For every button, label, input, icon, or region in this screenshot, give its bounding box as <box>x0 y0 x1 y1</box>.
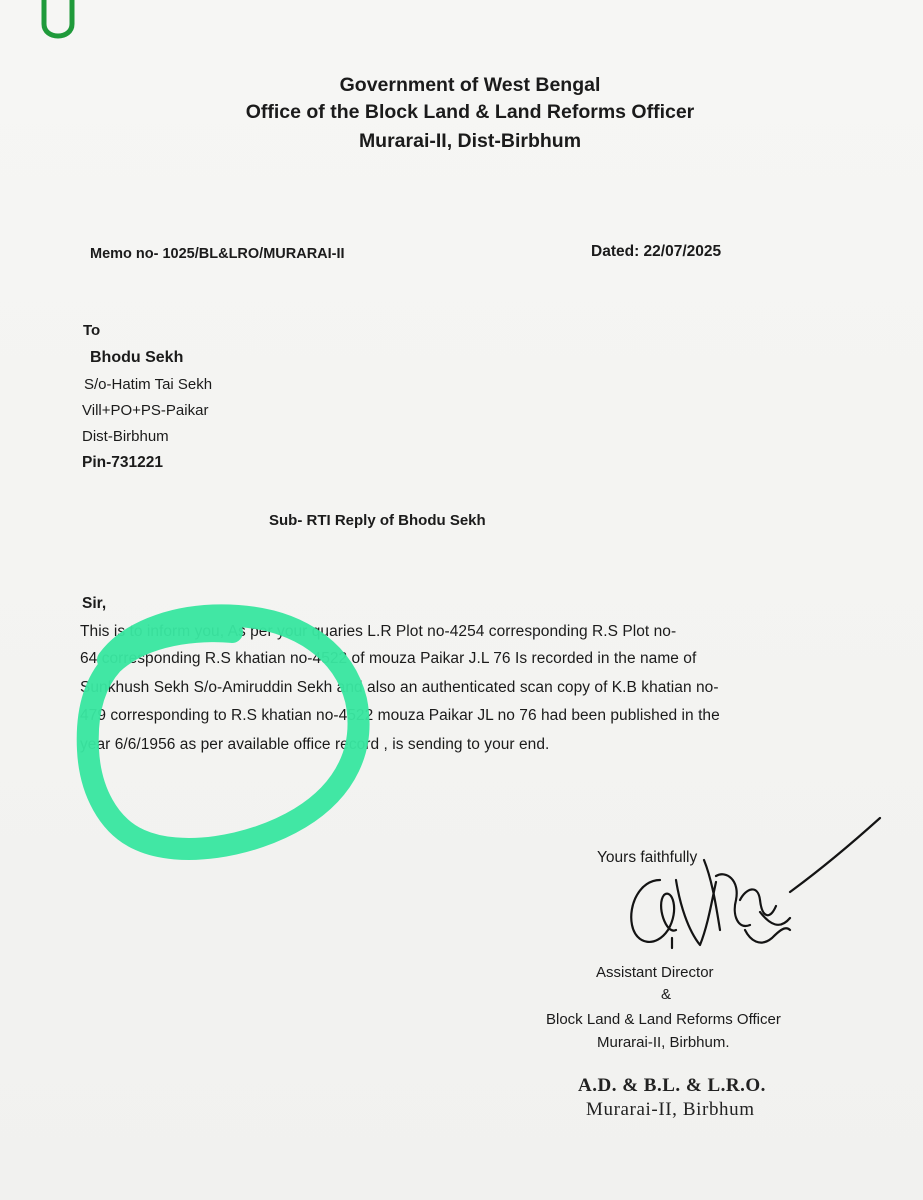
recipient-village: Vill+PO+PS-Paikar <box>82 402 209 419</box>
signatory-title: Assistant Director <box>596 964 714 981</box>
subject-line: Sub- RTI Reply of Bhodu Sekh <box>269 512 486 529</box>
body-line-3: Sunkhush Sekh S/o-Amiruddin Sekh and also an authenticated scan copy of K.B khatian no- <box>80 679 719 696</box>
body-line-4: 479 corresponding to R.S khatian no-4522 mouza Paikar JL no 76 had been published in the <box>80 707 720 724</box>
stamp-line-1: A.D. & B.L. & L.R.O. <box>578 1075 766 1096</box>
header-office: Office of the Block Land & Land Reforms Officer <box>245 101 695 123</box>
closing: Yours faithfully <box>597 849 698 866</box>
recipient-name: Bhodu Sekh <box>90 349 184 366</box>
memo-date: Dated: 22/07/2025 <box>591 243 722 260</box>
signatory-office: Block Land & Land Reforms Officer <box>546 1011 781 1028</box>
signatory-ampersand: & <box>661 986 672 1003</box>
body-line-1: This is to inform you, As per your quaries L.R Plot no-4254 corresponding R.S Plot no- <box>80 623 677 640</box>
header-government: Government of West Bengal <box>339 74 601 96</box>
memo-number: Memo no- 1025/BL&LRO/MURARAI-II <box>90 246 345 262</box>
highlight-circle <box>88 615 359 849</box>
signature-scribble <box>631 818 880 948</box>
recipient-pin: Pin-731221 <box>82 454 163 471</box>
recipient-district: Dist-Birbhum <box>82 428 169 445</box>
header-location: Murarai-II, Dist-Birbhum <box>358 130 582 152</box>
recipient-to: To <box>83 322 101 339</box>
salutation: Sir, <box>82 595 107 612</box>
recipient-father: S/o-Hatim Tai Sekh <box>84 376 213 393</box>
stamp-line-2: Murarai-II, Birbhum <box>586 1099 755 1120</box>
signatory-place: Murarai-II, Birbhum. <box>597 1034 730 1051</box>
body-line-2: 64 corresponding R.S khatian no-4522 of mouza Paikar J.L 76 Is recorded in the name of <box>80 650 697 667</box>
green-clip-mark <box>44 0 72 36</box>
body-line-5: year 6/6/1956 as per available office record , is sending to your end. <box>80 736 550 753</box>
